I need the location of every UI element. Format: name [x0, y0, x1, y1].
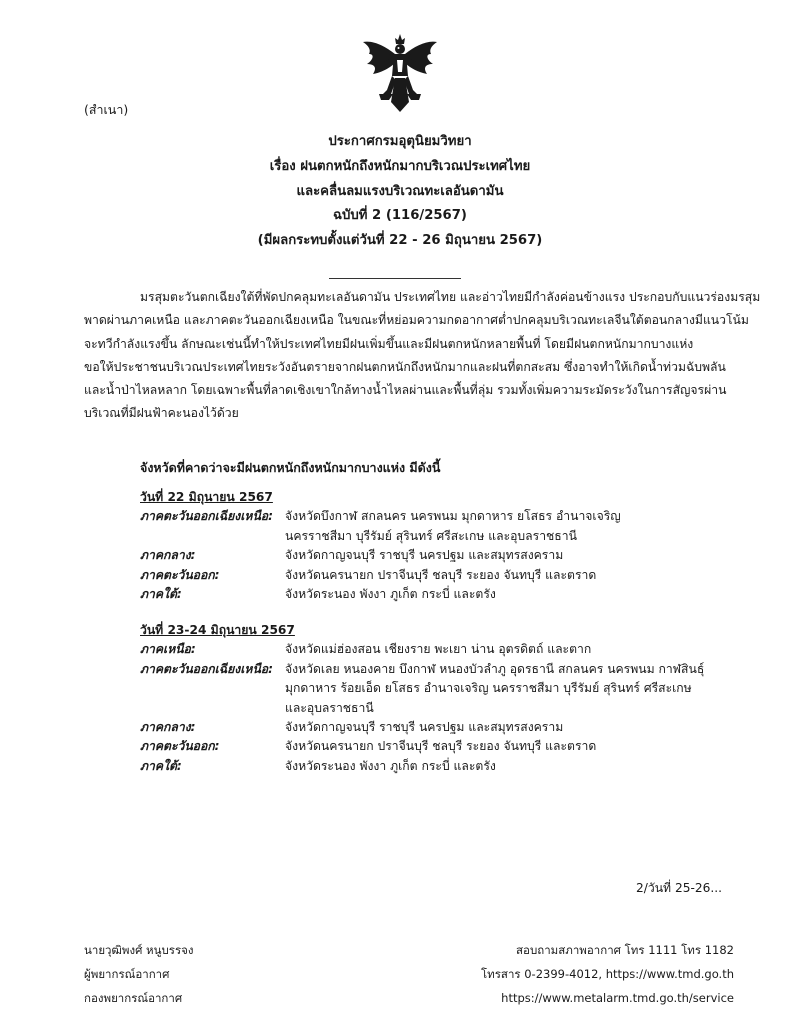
title-line-subject: เรื่อง ฝนตกหนักถึงหนักมากบริเวณประเทศไทย — [269, 158, 531, 174]
region-name: ภาคกลาง: — [140, 548, 196, 563]
body-line: พาดผ่านภาคเหนือ และภาคตะวันออกเฉียงเหนือ ในขณะที่หย่อมความกดอากาศต่ำปกคลุมบริเวณทะเลจีนใต้ตอนกลางมีแนวโน้ม — [84, 313, 749, 328]
contact-fax-website: โทรสาร 0-2399-4012, https://www.tmd.go.th — [481, 967, 734, 981]
next-page-marker: 2/วันที่ 25-26... — [636, 881, 722, 895]
forecast-heading: จังหวัดที่คาดว่าจะมีฝนตกหนักถึงหนักมากบางแห่ง มีดังนี้ — [140, 460, 441, 475]
region-row — [140, 757, 704, 776]
region-row — [140, 640, 704, 659]
province-line: จังหวัดกาญจนบุรี ราชบุรี นครปฐม และสมุทรสงคราม — [285, 548, 564, 563]
body-line: จะทวีกำลังแรงขึ้น ลักษณะเช่นนี้ทำให้ประเทศไทยมีฝนเพิ่มขึ้นและมีฝนตกหนักหลายพื้นที่ โดยมีฝนตกหนักมากบางแห่ง — [84, 336, 694, 351]
forecaster-division: กองพยากรณ์อากาศ — [84, 991, 183, 1005]
region-name: ภาคตะวันออกเฉียงเหนือ: — [140, 509, 273, 524]
region-row — [140, 737, 704, 756]
title-line-effective: (มีผลกระทบตั้งแต่วันที่ 22 - 26 มิถุนายน 2567) — [257, 233, 543, 249]
province-line: นครราชสีมา บุรีรัมย์ สุรินทร์ ศรีสะเกษ และอุบลราชธานี — [285, 528, 577, 543]
contact-service-url: https://www.metalarm.tmd.go.th/service — [501, 991, 734, 1005]
province-line: จังหวัดนครนายก ปราจีนบุรี ชลบุรี ระยอง จันทบุรี และตราด — [285, 567, 597, 582]
region-row — [140, 660, 704, 718]
region-row — [140, 546, 621, 565]
body-line: มรสุมตะวันตกเฉียงใต้ที่พัดปกคลุมทะเลอันดามัน ประเทศไทย และอ่าวไทยมีกำลังค่อนข้างแรง ประกอบกับแนวร่องมรสุม — [140, 290, 761, 304]
province-line: จังหวัดเลย หนองคาย บึงกาฬ หนองบัวลำภู อุดรธานี สกลนคร นครพนม กาฬสินธุ์ — [285, 661, 705, 676]
copy-label: (สำเนา) — [84, 102, 129, 117]
title-divider — [329, 278, 461, 279]
forecast-day-1 — [140, 488, 621, 604]
province-line: จังหวัดระนอง พังงา ภูเก็ต กระบี่ และตรัง — [285, 587, 496, 602]
region-name: ภาคตะวันออก: — [140, 567, 220, 582]
region-row — [140, 507, 621, 546]
region-name: ภาคเหนือ: — [140, 642, 196, 657]
contact-phone: สอบถามสภาพอากาศ โทร 1111 โทร 1182 — [516, 943, 734, 957]
province-line: จังหวัดแม่ฮ่องสอน เชียงราย พะเยา น่าน อุตรดิตถ์ และตาก — [285, 642, 592, 657]
garuda-emblem-svg — [361, 32, 439, 114]
region-name: ภาคใต้: — [140, 587, 182, 602]
province-line: จังหวัดนครนายก ปราจีนบุรี ชลบุรี ระยอง จันทบุรี และตราด — [285, 739, 597, 754]
province-line: และอุบลราชธานี — [285, 700, 374, 715]
title-line-issue: ฉบับที่ 2 (116/2567) — [333, 208, 467, 224]
body-line: บริเวณที่มีฝนฟ้าคะนองไว้ด้วย — [84, 406, 239, 421]
region-row — [140, 566, 621, 585]
day-date: วันที่ 22 มิถุนายน 2567 — [140, 490, 273, 504]
province-line: มุกดาหาร ร้อยเอ็ด ยโสธร อำนาจเจริญ นครราชสีมา บุรีรัมย์ สุรินทร์ ศรีสะเกษ — [285, 681, 692, 696]
body-paragraph — [84, 286, 761, 426]
day-date: วันที่ 23-24 มิถุนายน 2567 — [140, 623, 295, 637]
forecaster-signature — [84, 938, 194, 1010]
province-line: จังหวัดกาญจนบุรี ราชบุรี นครปฐม และสมุทรสงคราม — [285, 720, 564, 735]
garuda-emblem-icon — [361, 32, 439, 114]
region-row — [140, 718, 704, 737]
forecaster-position: ผู้พยากรณ์อากาศ — [84, 967, 170, 981]
region-name: ภาคกลาง: — [140, 720, 196, 735]
body-line: และน้ำป่าไหลหลาก โดยเฉพาะพื้นที่ลาดเชิงเขาใกล้ทางน้ำไหลผ่านและพื้นที่ลุ่ม รวมทั้งเพิ่มความระมัดระวังในการสัญจรผ่าน — [84, 383, 727, 398]
title-line-subject-2: และคลื่นลมแรงบริเวณทะเลอันดามัน — [296, 183, 504, 199]
announcement-title — [0, 130, 800, 254]
region-provinces — [285, 507, 621, 546]
region-name: ภาคตะวันออกเฉียงเหนือ: — [140, 661, 273, 676]
forecaster-name: นายวุฒิพงศ์ หนูบรรจง — [84, 943, 194, 957]
body-line: ขอให้ประชาชนบริเวณประเทศไทยระวังอันตรายจากฝนตกหนักถึงหนักมากและฝนที่ตกสะสม ซึ่งอาจทำให้เกิดน้ำท่วมฉับพลัน — [84, 359, 726, 374]
province-line: จังหวัดบึงกาฬ สกลนคร นครพนม มุกดาหาร ยโสธร อำนาจเจริญ — [285, 509, 621, 524]
contact-info — [481, 938, 734, 1010]
region-row — [140, 585, 621, 604]
forecast-day-2 — [140, 621, 704, 776]
region-provinces — [285, 660, 704, 718]
province-line: จังหวัดระนอง พังงา ภูเก็ต กระบี่ และตรัง — [285, 758, 496, 773]
title-line-agency: ประกาศกรมอุตุนิยมวิทยา — [328, 134, 472, 149]
region-name: ภาคตะวันออก: — [140, 739, 220, 754]
region-name: ภาคใต้: — [140, 758, 182, 773]
